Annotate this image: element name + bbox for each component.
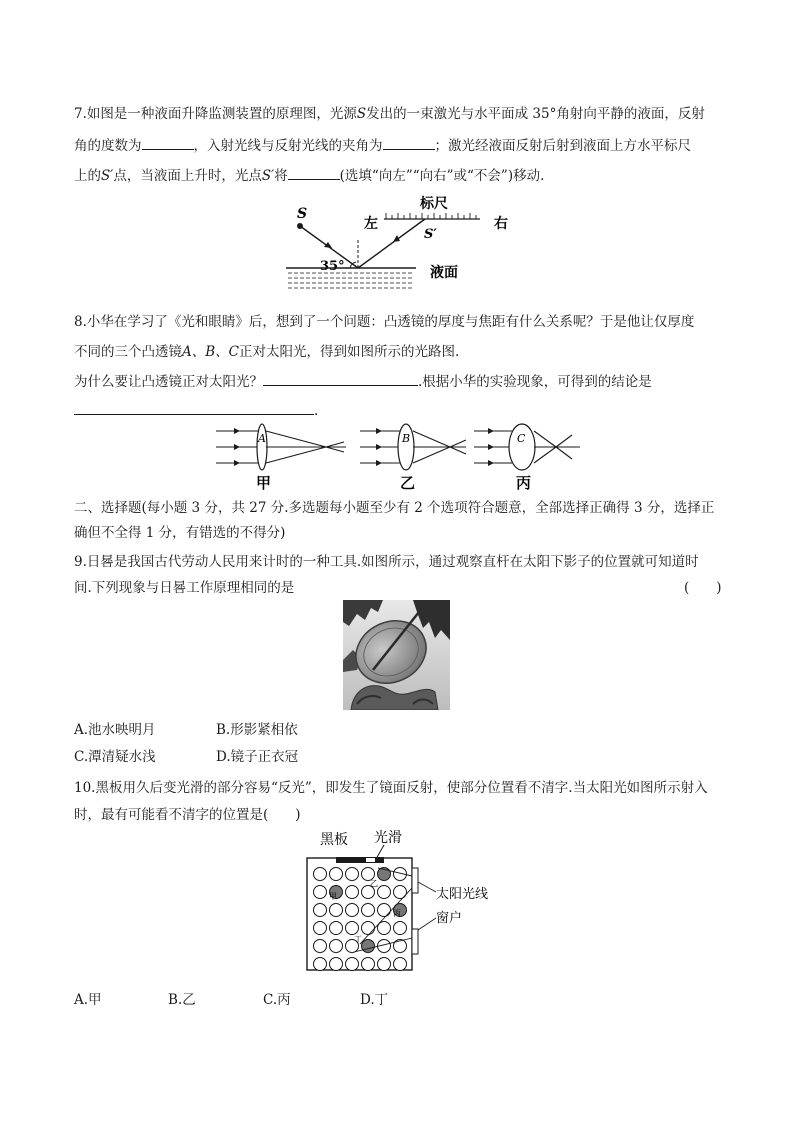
q8-text: 为什么要让凸透镜正对太阳光？ (74, 374, 263, 390)
q10-figure (300, 826, 500, 974)
q7-line-3 (74, 165, 544, 186)
q10-line-2: 时，最有可能看不清字的位置是( ) (74, 807, 301, 823)
q8-text: . (314, 403, 319, 419)
liquid-hatching (288, 273, 414, 288)
seat-label: 丙 (393, 909, 401, 918)
q8-line-1: 8.小华在学习了《光和眼睛》后，想到了一个问题：凸透镜的厚度与焦距有什么关系呢？于是他让仅厚度 (74, 314, 695, 330)
smooth-label: 光滑 (374, 830, 402, 846)
q7-text: 7.如图是一种液面升降监测装置的原理图，光源 (74, 106, 357, 122)
blackboard (336, 857, 384, 863)
lens-letter: A (258, 432, 266, 445)
q7-var-s-prime: S′ (261, 168, 275, 184)
lens-caption: 丙 (516, 474, 532, 492)
window-bottom (412, 929, 418, 954)
q7-text: (选填“向左”“向右”或“不会”)移动. (339, 168, 545, 184)
q8-line-3 (74, 371, 652, 392)
q7-text: 上的 (74, 168, 101, 184)
lens-b (398, 424, 414, 470)
pointer-line (418, 918, 436, 930)
q7-var-s: S (356, 106, 367, 122)
liquid-label: 液面 (430, 265, 458, 281)
q8-line-4 (74, 400, 318, 421)
option-d[interactable]: D.镜子正衣冠 (216, 749, 299, 765)
answer-blank[interactable] (142, 135, 194, 150)
answer-paren[interactable]: ( ) (684, 580, 722, 596)
smooth-spot (366, 858, 375, 862)
lens-caption: 乙 (400, 474, 416, 492)
q8-line-2 (74, 342, 459, 362)
option-a[interactable]: A.甲 (74, 992, 102, 1008)
answer-blank[interactable] (74, 400, 314, 415)
lens-a-diagram (216, 424, 346, 492)
right-label: 右 (494, 216, 508, 232)
q7-line-2 (74, 135, 691, 156)
left-label: 左 (364, 216, 378, 232)
lens-a (257, 424, 267, 470)
window-label: 窗户 (436, 911, 463, 926)
option-c[interactable]: C.丙 (263, 992, 291, 1008)
seat-grid (314, 868, 407, 971)
q10-line-1: 10.黑板用久后变光滑的部分容易“反光”，即发生了镜面反射，使部分位置看不清字.当太阳光如图所示射入 (74, 780, 708, 796)
q7-line-1 (74, 104, 705, 124)
answer-blank[interactable] (263, 371, 418, 386)
pointer-line (418, 882, 436, 892)
option-b[interactable]: B.乙 (168, 992, 196, 1008)
seat-label: 乙 (370, 879, 378, 888)
option-b[interactable]: B.形影紧相依 (216, 722, 298, 738)
lens-b-diagram (360, 424, 466, 492)
lens-c (509, 424, 535, 470)
q7-text: 角的度数为 (74, 138, 142, 154)
window-top (412, 868, 418, 893)
option-a[interactable]: A.池水映明月 (74, 722, 156, 738)
lens-c-diagram (474, 424, 580, 492)
sunlight-label: 太阳光线 (436, 887, 489, 902)
seat-label: 丁 (354, 935, 362, 944)
q8-lens-letters: A、B、C (182, 344, 239, 360)
q8-text: 正对太阳光，得到如图所示的光路图. (239, 344, 460, 360)
angle-label: 35° (320, 259, 345, 274)
q7-figure (280, 192, 520, 292)
sundial-photo (343, 600, 450, 710)
section-heading-line-1: 二、选择题(每小题 3 分，共 27 分.多选题每小题至少有 2 个选项符合题意，全部选择正确得 3 分，选择正 (74, 500, 715, 516)
blackboard-label: 黑板 (320, 832, 348, 848)
lens-letter: C (517, 432, 526, 445)
scale-ticks (386, 213, 476, 219)
lens-caption: 甲 (256, 474, 272, 492)
q8-text: .根据小华的实验现象，可得到的结论是 (418, 374, 652, 390)
q7-var-s-prime: S′ (101, 168, 114, 184)
q9-line-2: 间.下列现象与日晷工作原理相同的是 (74, 580, 295, 596)
q7-text: 将 (274, 168, 288, 184)
spot-label: S′ (424, 227, 437, 242)
lens-letter: B (402, 432, 411, 445)
scale-label: 标尺 (420, 196, 448, 212)
q8-text: 不同的三个凸透镜 (74, 344, 182, 360)
answer-blank[interactable] (383, 135, 435, 150)
answer-blank[interactable] (288, 165, 340, 180)
q7-text: 发出的一束激光与水平面成 35°角射向平静的液面，反射 (366, 106, 705, 122)
q7-text: 点，当液面上升时，光点 (113, 168, 262, 184)
q7-text: ；激光经液面反射后射到液面上方水平标尺 (434, 138, 691, 154)
seat-label: 甲 (329, 892, 337, 901)
q8-figure (214, 420, 586, 496)
q9-line-1: 9.日晷是我国古代劳动人民用来计时的一种工具.如图所示，通过观察直杆在太阳下影子的位置就可知道时 (74, 554, 699, 570)
source-label: S (297, 206, 308, 222)
section-heading-line-2: 确但不全得 1 分，有错选的不得分) (74, 525, 286, 541)
q7-text: ，入射光线与反射光线的夹角为 (193, 138, 383, 154)
pointer-line (376, 845, 384, 859)
option-d[interactable]: D.丁 (360, 992, 389, 1008)
option-c[interactable]: C.潭清疑水浅 (74, 749, 156, 765)
